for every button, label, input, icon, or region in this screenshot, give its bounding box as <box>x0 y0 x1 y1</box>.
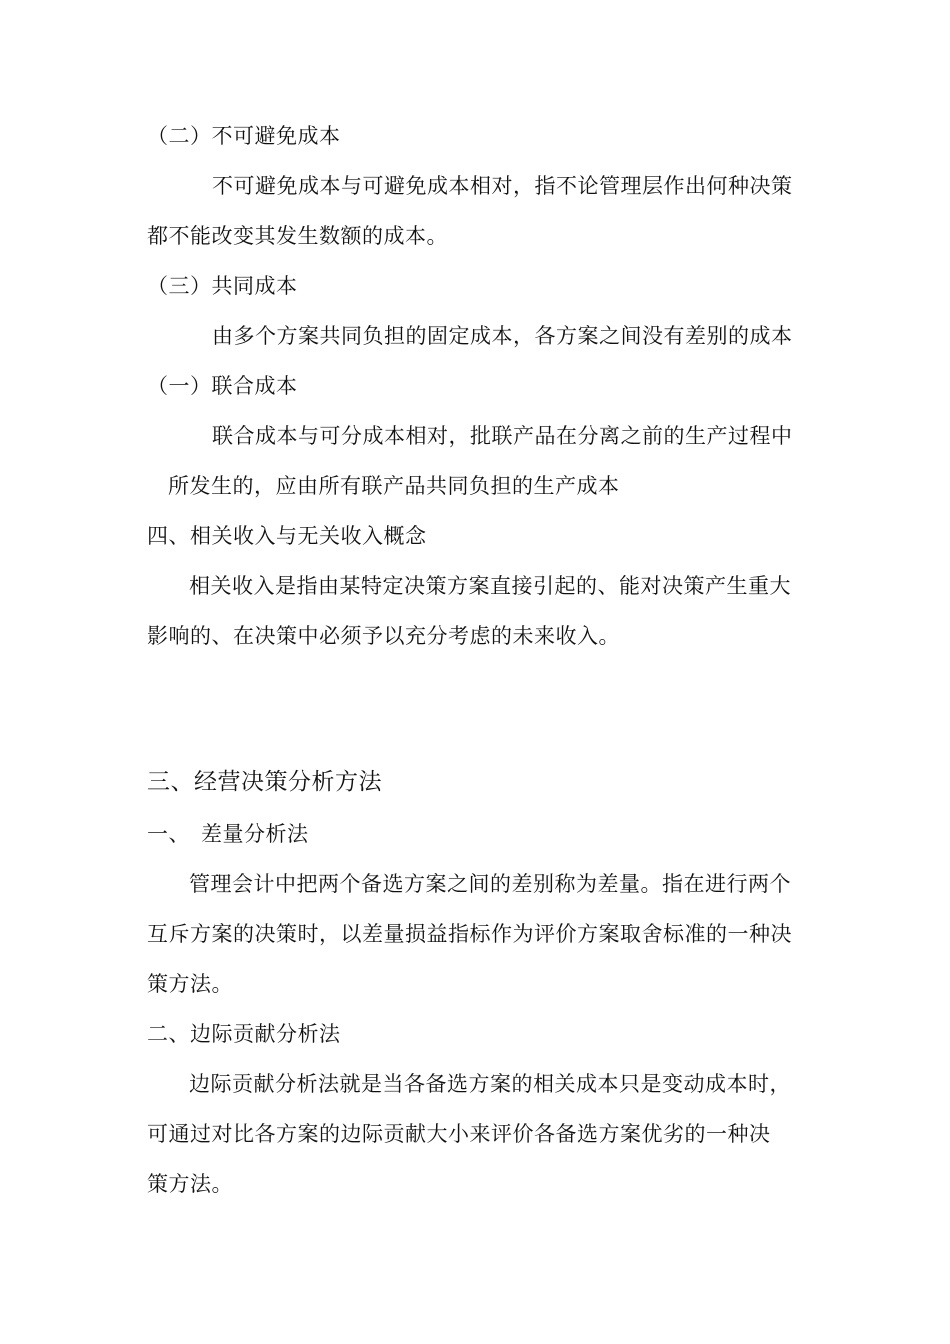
paragraph-line: 由多个方案共同负担的固定成本，各方案之间没有差别的成本 <box>212 324 793 348</box>
paragraph-line: 策方法。 <box>147 972 233 996</box>
heading-unavoidable-cost: （二）不可避免成本 <box>147 124 341 148</box>
paragraph-line: 影响的、在决策中必须予以充分考虑的未来收入。 <box>147 624 620 648</box>
paragraph-line: 策方法。 <box>147 1172 233 1196</box>
paragraph-line: 可通过对比各方案的边际贡献大小来评价各备选方案优劣的一种决 <box>147 1122 771 1146</box>
heading-common-cost: （三）共同成本 <box>147 274 298 298</box>
section-title-decision-analysis: 三、经营决策分析方法 <box>147 769 382 795</box>
paragraph-line: 互斥方案的决策时，以差量损益指标作为评价方案取舍标准的一种决 <box>147 922 792 946</box>
paragraph-line: 都不能改变其发生数额的成本。 <box>147 224 448 248</box>
heading-joint-cost: （一）联合成本 <box>147 374 298 398</box>
heading-relevant-revenue: 四、相关收入与无关收入概念 <box>147 524 427 548</box>
paragraph-line: 管理会计中把两个备选方案之间的差别称为差量。指在进行两个 <box>189 872 791 896</box>
paragraph-line: 不可避免成本与可避免成本相对，指不论管理层作出何种决策 <box>212 174 793 198</box>
heading-differential-analysis: 一、 差量分析法 <box>147 822 309 846</box>
paragraph-line: 相关收入是指由某特定决策方案直接引起的、能对决策产生重大 <box>189 574 791 598</box>
heading-contribution-margin-analysis: 二、边际贡献分析法 <box>147 1022 341 1046</box>
paragraph-line: 联合成本与可分成本相对，批联产品在分离之前的生产过程中 <box>212 424 793 448</box>
paragraph-line: 边际贡献分析法就是当各备选方案的相关成本只是变动成本时， <box>189 1072 791 1096</box>
paragraph-line: 所发生的，应由所有联产品共同负担的生产成本 <box>168 474 620 498</box>
